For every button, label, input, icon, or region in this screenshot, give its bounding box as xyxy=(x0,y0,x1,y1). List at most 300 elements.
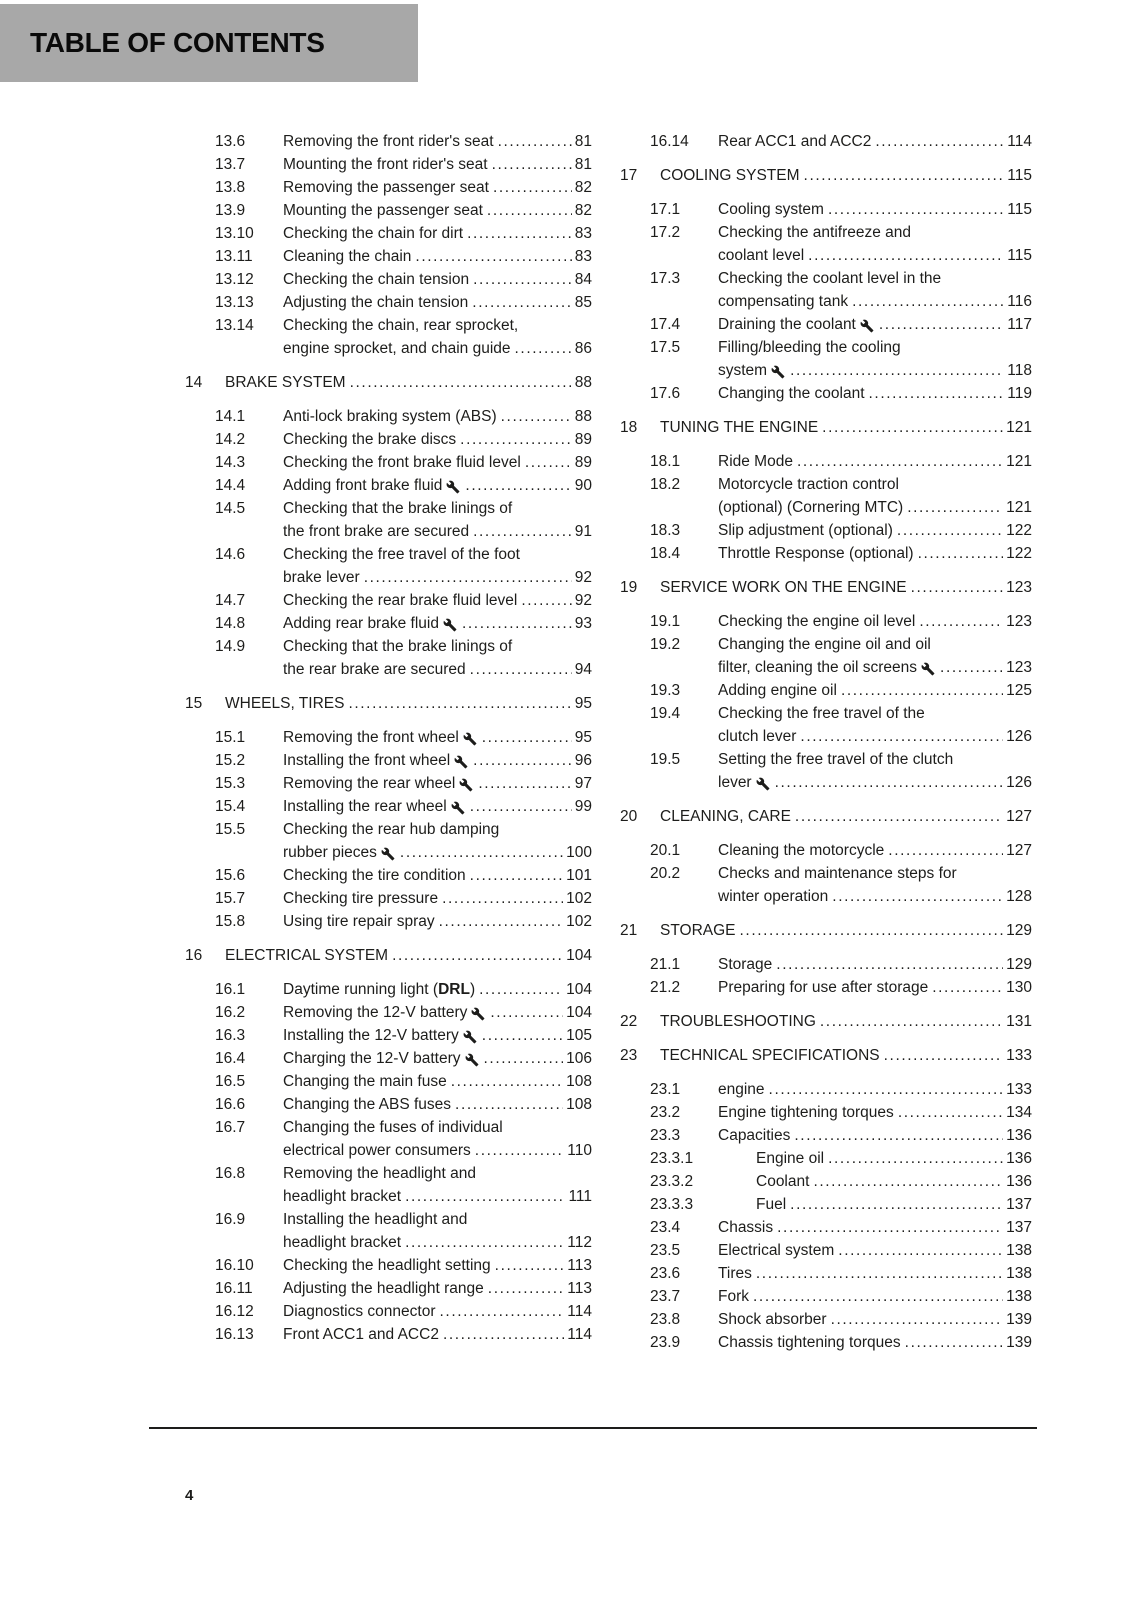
dot-leader xyxy=(888,839,1003,862)
toc-section[interactable] xyxy=(620,1044,1032,1067)
toc-entry[interactable] xyxy=(185,268,592,291)
page-title: TABLE OF CONTENTS xyxy=(30,27,325,58)
toc-section[interactable] xyxy=(620,805,1032,828)
toc-entry[interactable] xyxy=(620,610,1032,633)
toc-entry[interactable] xyxy=(620,473,1032,519)
toc-entry[interactable] xyxy=(620,633,1032,679)
toc-entry[interactable] xyxy=(620,313,1032,336)
toc-entry[interactable] xyxy=(185,451,592,474)
toc-entry[interactable] xyxy=(620,1308,1032,1331)
toc-column-right xyxy=(620,130,1032,1354)
entry-number: 19.2 xyxy=(650,636,681,653)
dot-leader xyxy=(462,612,572,635)
entry-line xyxy=(718,244,1032,267)
toc-entry[interactable] xyxy=(620,1124,1032,1147)
toc-entry[interactable] xyxy=(185,314,592,360)
entry-number: 13.9 xyxy=(215,202,246,219)
dot-leader xyxy=(775,771,1004,794)
page-number: 119 xyxy=(1007,385,1032,402)
entry-title: the front brake are secured xyxy=(283,523,470,540)
toc-entry[interactable] xyxy=(185,130,592,153)
toc-section[interactable] xyxy=(620,416,1032,439)
entry-number: 15.8 xyxy=(215,913,246,930)
entry-body xyxy=(718,1308,1032,1331)
dot-leader xyxy=(919,610,1003,633)
entry-number: 13.11 xyxy=(215,248,253,265)
toc-entry[interactable] xyxy=(185,1047,592,1070)
toc-entry[interactable] xyxy=(185,543,592,589)
entry-number: 15.5 xyxy=(215,821,246,838)
entry-number: 15.7 xyxy=(215,890,246,907)
toc-entry[interactable] xyxy=(620,221,1032,267)
entry-body xyxy=(718,542,1032,565)
entry-number: 17.6 xyxy=(650,385,681,402)
toc-entry[interactable] xyxy=(620,748,1032,794)
entry-line xyxy=(718,1285,1032,1308)
page-number: 102 xyxy=(566,913,592,930)
entry-body xyxy=(283,1323,592,1346)
dot-leader xyxy=(521,589,571,612)
page-number: 82 xyxy=(574,179,592,196)
entry-line xyxy=(283,1185,592,1208)
toc-entry[interactable] xyxy=(185,1300,592,1323)
entry-body xyxy=(283,1300,592,1323)
entry-body xyxy=(718,702,1032,748)
dot-leader xyxy=(473,749,572,772)
page-number: 138 xyxy=(1006,1288,1032,1305)
entry-title: Checking the headlight setting xyxy=(283,1257,491,1274)
entry-body xyxy=(718,633,1032,679)
entry-title: Draining the coolant xyxy=(718,316,856,333)
entry-line xyxy=(283,176,592,199)
dot-leader xyxy=(478,772,571,795)
toc-entry[interactable] xyxy=(185,291,592,314)
dot-leader xyxy=(525,451,572,474)
entry-body xyxy=(283,864,592,887)
dot-leader xyxy=(790,359,1004,382)
page-number: 90 xyxy=(574,477,592,494)
dot-leader xyxy=(940,656,1003,679)
entry-title: STORAGE xyxy=(660,922,736,939)
entry-number: 17.4 xyxy=(650,316,681,333)
entry-number: 18.1 xyxy=(650,453,681,470)
dot-leader xyxy=(777,1216,1003,1239)
toc-entry[interactable] xyxy=(620,976,1032,999)
toc-entry[interactable] xyxy=(620,450,1032,473)
toc-entry[interactable] xyxy=(185,749,592,772)
toc-entry[interactable] xyxy=(620,1262,1032,1285)
dot-leader xyxy=(415,245,571,268)
toc-entry[interactable] xyxy=(185,176,592,199)
toc-entry[interactable] xyxy=(185,428,592,451)
entry-line xyxy=(283,818,592,841)
toc-entry[interactable] xyxy=(185,474,592,497)
entry-line xyxy=(660,919,1032,942)
dot-leader xyxy=(790,1193,1003,1216)
entry-body xyxy=(718,862,1032,908)
toc-section[interactable] xyxy=(185,944,592,967)
dot-leader xyxy=(493,176,572,199)
entry-title: the rear brake are secured xyxy=(283,661,466,678)
page-number: 81 xyxy=(574,156,592,173)
dot-leader xyxy=(492,153,572,176)
toc-entry[interactable] xyxy=(620,267,1032,313)
entry-body xyxy=(718,130,1032,153)
entry-number: 14.8 xyxy=(215,615,246,632)
entry-body xyxy=(283,1001,592,1024)
entry-number: 16.11 xyxy=(215,1280,253,1297)
toc-entry[interactable] xyxy=(185,978,592,1001)
entry-title: Preparing for use after storage xyxy=(718,979,929,996)
entry-line xyxy=(718,336,1032,359)
toc-entry[interactable] xyxy=(185,1208,592,1254)
entry-body xyxy=(718,1101,1032,1124)
entry-number: 15.1 xyxy=(215,729,246,746)
toc-entry[interactable] xyxy=(185,887,592,910)
entry-number: 16.8 xyxy=(215,1165,246,1182)
entry-title: Checking the rear brake fluid level xyxy=(283,592,518,609)
entry-line xyxy=(718,267,1032,290)
entry-number: 16.9 xyxy=(215,1211,246,1228)
dot-leader xyxy=(808,244,1004,267)
entry-title: Cleaning the chain xyxy=(283,248,412,265)
toc-entry[interactable] xyxy=(620,679,1032,702)
entry-body xyxy=(718,839,1032,862)
dot-leader xyxy=(905,1331,1003,1354)
entry-title: Removing the front rider's seat xyxy=(283,133,494,150)
entry-body xyxy=(283,474,592,497)
entry-title: TECHNICAL SPECIFICATIONS xyxy=(660,1047,880,1064)
entry-number: 23 xyxy=(620,1047,638,1064)
dot-leader xyxy=(852,290,1004,313)
toc-entry[interactable] xyxy=(620,519,1032,542)
dot-leader xyxy=(475,1139,564,1162)
entry-line xyxy=(718,839,1032,862)
toc-entry[interactable] xyxy=(185,222,592,245)
entry-number: 19.5 xyxy=(650,751,681,768)
toc-entry[interactable] xyxy=(620,1285,1032,1308)
page-number: 133 xyxy=(1006,1081,1032,1098)
page-number: 122 xyxy=(1006,522,1032,539)
entry-title: Shock absorber xyxy=(718,1311,827,1328)
toc-entry[interactable] xyxy=(185,199,592,222)
entry-number: 17.3 xyxy=(650,270,681,287)
toc-section[interactable] xyxy=(185,692,592,715)
page-number: 84 xyxy=(574,271,592,288)
toc-entry[interactable] xyxy=(620,382,1032,405)
page-number: 115 xyxy=(1007,247,1032,264)
toc-entry[interactable] xyxy=(185,864,592,887)
entry-body xyxy=(283,612,592,635)
page-number: 129 xyxy=(1006,956,1032,973)
toc-entry[interactable] xyxy=(620,1147,1032,1170)
toc-section[interactable] xyxy=(620,164,1032,187)
dot-leader xyxy=(740,919,1004,942)
entry-number: 23.1 xyxy=(650,1081,681,1098)
entry-title: Checking the front brake fluid level xyxy=(283,454,521,471)
toc-entry[interactable] xyxy=(185,635,592,681)
entry-line xyxy=(283,589,592,612)
page-number: 137 xyxy=(1006,1219,1032,1236)
entry-line xyxy=(718,382,1032,405)
entry-body xyxy=(718,1239,1032,1262)
entry-number: 23.4 xyxy=(650,1219,681,1236)
page-number: 126 xyxy=(1006,774,1032,791)
entry-title: headlight bracket xyxy=(283,1234,402,1251)
dot-leader xyxy=(828,1147,1003,1170)
wrench-icon xyxy=(463,1030,477,1044)
entry-body xyxy=(718,1285,1032,1308)
entry-title: Checking the free travel of the xyxy=(718,705,925,722)
toc-entry[interactable] xyxy=(185,612,592,635)
entry-number: 16.3 xyxy=(215,1027,246,1044)
dot-leader xyxy=(487,199,572,222)
entry-line xyxy=(718,130,1032,153)
entry-number: 14.6 xyxy=(215,546,246,563)
page-number: 86 xyxy=(574,340,592,357)
entry-number: 18.3 xyxy=(650,522,681,539)
entry-line xyxy=(283,153,592,176)
toc-entry[interactable] xyxy=(620,1216,1032,1239)
entry-line xyxy=(283,1231,592,1254)
dot-leader xyxy=(472,291,571,314)
toc-entry[interactable] xyxy=(185,818,592,864)
entry-title: compensating tank xyxy=(718,293,849,310)
entry-title: Cleaning the motorcycle xyxy=(718,842,885,859)
page-number: 137 xyxy=(1006,1196,1032,1213)
toc-entry[interactable] xyxy=(185,1323,592,1346)
entry-title: Motorcycle traction control xyxy=(718,476,899,493)
entry-number: 22 xyxy=(620,1013,638,1030)
entry-title: Chassis tightening torques xyxy=(718,1334,901,1351)
toc-entry[interactable] xyxy=(620,862,1032,908)
entry-title: Checking the chain for dirt xyxy=(283,225,464,242)
entry-title: Mounting the front rider's seat xyxy=(283,156,488,173)
entry-line xyxy=(718,1101,1032,1124)
page-number: 112 xyxy=(567,1234,592,1251)
page-number: 106 xyxy=(566,1050,592,1067)
entry-title: Checking the tire condition xyxy=(283,867,466,884)
entry-body xyxy=(283,451,592,474)
toc-section[interactable] xyxy=(620,1010,1032,1033)
toc-entry[interactable] xyxy=(185,1277,592,1300)
entry-body xyxy=(718,221,1032,267)
toc-entry[interactable] xyxy=(185,795,592,818)
entry-body xyxy=(283,153,592,176)
page-number: 136 xyxy=(1006,1173,1032,1190)
toc-section[interactable] xyxy=(620,919,1032,942)
dot-leader xyxy=(439,910,564,933)
toc-entry[interactable] xyxy=(620,1101,1032,1124)
entry-line xyxy=(283,337,592,360)
entry-number: 14.1 xyxy=(215,408,246,425)
toc-entry[interactable] xyxy=(185,589,592,612)
toc-entry[interactable] xyxy=(620,336,1032,382)
page-number: 114 xyxy=(567,1303,592,1320)
entry-number: 13.14 xyxy=(215,317,254,334)
toc-entry[interactable] xyxy=(185,497,592,543)
dot-leader xyxy=(470,658,572,681)
toc-entry[interactable] xyxy=(620,1078,1032,1101)
entry-title: Adding front brake fluid xyxy=(283,477,443,494)
entry-body xyxy=(756,1193,1032,1216)
entry-number: 20.2 xyxy=(650,865,681,882)
entry-line xyxy=(718,519,1032,542)
entry-line xyxy=(283,612,592,635)
dot-leader xyxy=(831,1308,1004,1331)
entry-number: 16.2 xyxy=(215,1004,246,1021)
entry-body xyxy=(283,910,592,933)
page-number: 123 xyxy=(1006,659,1032,676)
entry-title: Setting the free travel of the clutch xyxy=(718,751,954,768)
entry-line xyxy=(283,405,592,428)
toc-entry[interactable] xyxy=(620,1193,1032,1216)
entry-number: 23.5 xyxy=(650,1242,681,1259)
entry-body xyxy=(283,291,592,314)
entry-number: 16.4 xyxy=(215,1050,246,1067)
entry-title: Daytime running light (DRL) xyxy=(283,981,476,998)
dot-leader xyxy=(400,841,563,864)
footer-rule xyxy=(149,1427,1037,1429)
entry-body xyxy=(283,130,592,153)
entry-line xyxy=(283,268,592,291)
entry-line xyxy=(283,1300,592,1323)
page-number: 116 xyxy=(1007,293,1032,310)
toc-entry[interactable] xyxy=(620,130,1032,153)
toc-section[interactable] xyxy=(185,371,592,394)
entry-title: Filling/bleeding the cooling xyxy=(718,339,901,356)
entry-title: Adding engine oil xyxy=(718,682,837,699)
entry-body xyxy=(283,726,592,749)
entry-body xyxy=(283,749,592,772)
toc-entry[interactable] xyxy=(185,772,592,795)
entry-line xyxy=(283,543,592,566)
entry-line xyxy=(756,1147,1032,1170)
dot-leader xyxy=(838,1239,1003,1262)
entry-number: 23.8 xyxy=(650,1311,681,1328)
entry-number: 14.2 xyxy=(215,431,246,448)
toc-entry[interactable] xyxy=(185,1070,592,1093)
entry-number: 23.6 xyxy=(650,1265,681,1282)
entry-line xyxy=(283,887,592,910)
entry-line xyxy=(283,635,592,658)
entry-line xyxy=(283,749,592,772)
entry-body xyxy=(660,164,1032,187)
entry-body xyxy=(283,978,592,1001)
entry-line xyxy=(283,978,592,1001)
toc-section[interactable] xyxy=(620,576,1032,599)
entry-number: 16.13 xyxy=(215,1326,254,1343)
entry-title: Chassis xyxy=(718,1219,774,1236)
entry-title: Installing the rear wheel xyxy=(283,798,447,815)
dot-leader xyxy=(804,164,1005,187)
toc-entry[interactable] xyxy=(185,726,592,749)
toc-entry[interactable] xyxy=(185,1024,592,1047)
entry-title: filter, cleaning the oil screens xyxy=(718,659,918,676)
page-number: 136 xyxy=(1006,1150,1032,1167)
dot-leader xyxy=(820,1010,1003,1033)
toc-entry[interactable] xyxy=(185,1093,592,1116)
dot-leader xyxy=(501,405,572,428)
dot-leader xyxy=(484,1047,564,1070)
dot-leader xyxy=(832,885,1003,908)
entry-body xyxy=(283,1093,592,1116)
page-number: 139 xyxy=(1006,1311,1032,1328)
entry-body xyxy=(283,589,592,612)
entry-title: Changing the coolant xyxy=(718,385,865,402)
toc-entry[interactable] xyxy=(620,702,1032,748)
entry-number: 23.3.2 xyxy=(650,1173,694,1190)
toc-entry[interactable] xyxy=(185,910,592,933)
entry-line xyxy=(718,1239,1032,1262)
toc-entry[interactable] xyxy=(620,1170,1032,1193)
toc-entry[interactable] xyxy=(185,1162,592,1208)
wrench-icon xyxy=(446,480,460,494)
entry-number: 16.14 xyxy=(650,133,689,150)
entry-title: Engine tightening torques xyxy=(718,1104,894,1121)
toc-entry[interactable] xyxy=(620,198,1032,221)
entry-line xyxy=(718,748,1032,771)
toc-entry[interactable] xyxy=(620,839,1032,862)
page-number: 123 xyxy=(1006,579,1032,596)
entry-number: 13.7 xyxy=(215,156,246,173)
dot-leader xyxy=(898,1101,1003,1124)
entry-number: 14.3 xyxy=(215,454,246,471)
footer-page-number: 4 xyxy=(185,1487,194,1504)
entry-title: Coolant xyxy=(756,1173,810,1190)
toc-entry[interactable] xyxy=(185,153,592,176)
page-number: 89 xyxy=(574,454,592,471)
page-number: 105 xyxy=(566,1027,592,1044)
page-number: 122 xyxy=(1006,545,1032,562)
entry-body xyxy=(660,1044,1032,1067)
entry-line xyxy=(283,291,592,314)
entry-body xyxy=(283,818,592,864)
entry-title: COOLING SYSTEM xyxy=(660,167,800,184)
toc-entry[interactable] xyxy=(620,1331,1032,1354)
entry-body xyxy=(283,497,592,543)
toc-entry[interactable] xyxy=(185,405,592,428)
entry-line xyxy=(283,520,592,543)
toc-entry[interactable] xyxy=(185,245,592,268)
entry-body xyxy=(756,1170,1032,1193)
entry-line xyxy=(660,1044,1032,1067)
entry-line xyxy=(283,1093,592,1116)
entry-number: 17.1 xyxy=(650,201,681,218)
page-number: 139 xyxy=(1006,1334,1032,1351)
entry-body xyxy=(283,428,592,451)
toc-entry[interactable] xyxy=(620,953,1032,976)
entry-body xyxy=(718,976,1032,999)
entry-number: 21 xyxy=(620,922,638,939)
dot-leader xyxy=(795,805,1003,828)
entry-title: engine sprocket, and chain guide xyxy=(283,340,511,357)
toc-entry[interactable] xyxy=(185,1001,592,1024)
toc-entry[interactable] xyxy=(620,542,1032,565)
entry-body xyxy=(283,222,592,245)
toc-entry[interactable] xyxy=(185,1116,592,1162)
page-number: 83 xyxy=(574,225,592,242)
entry-number: 15.4 xyxy=(215,798,246,815)
entry-line xyxy=(283,1070,592,1093)
entry-number: 19.4 xyxy=(650,705,681,722)
entry-title: Fuel xyxy=(756,1196,787,1213)
wrench-icon xyxy=(459,778,473,792)
toc-entry[interactable] xyxy=(185,1254,592,1277)
entry-line xyxy=(718,290,1032,313)
toc-entry[interactable] xyxy=(620,1239,1032,1262)
page-number: 127 xyxy=(1006,808,1032,825)
